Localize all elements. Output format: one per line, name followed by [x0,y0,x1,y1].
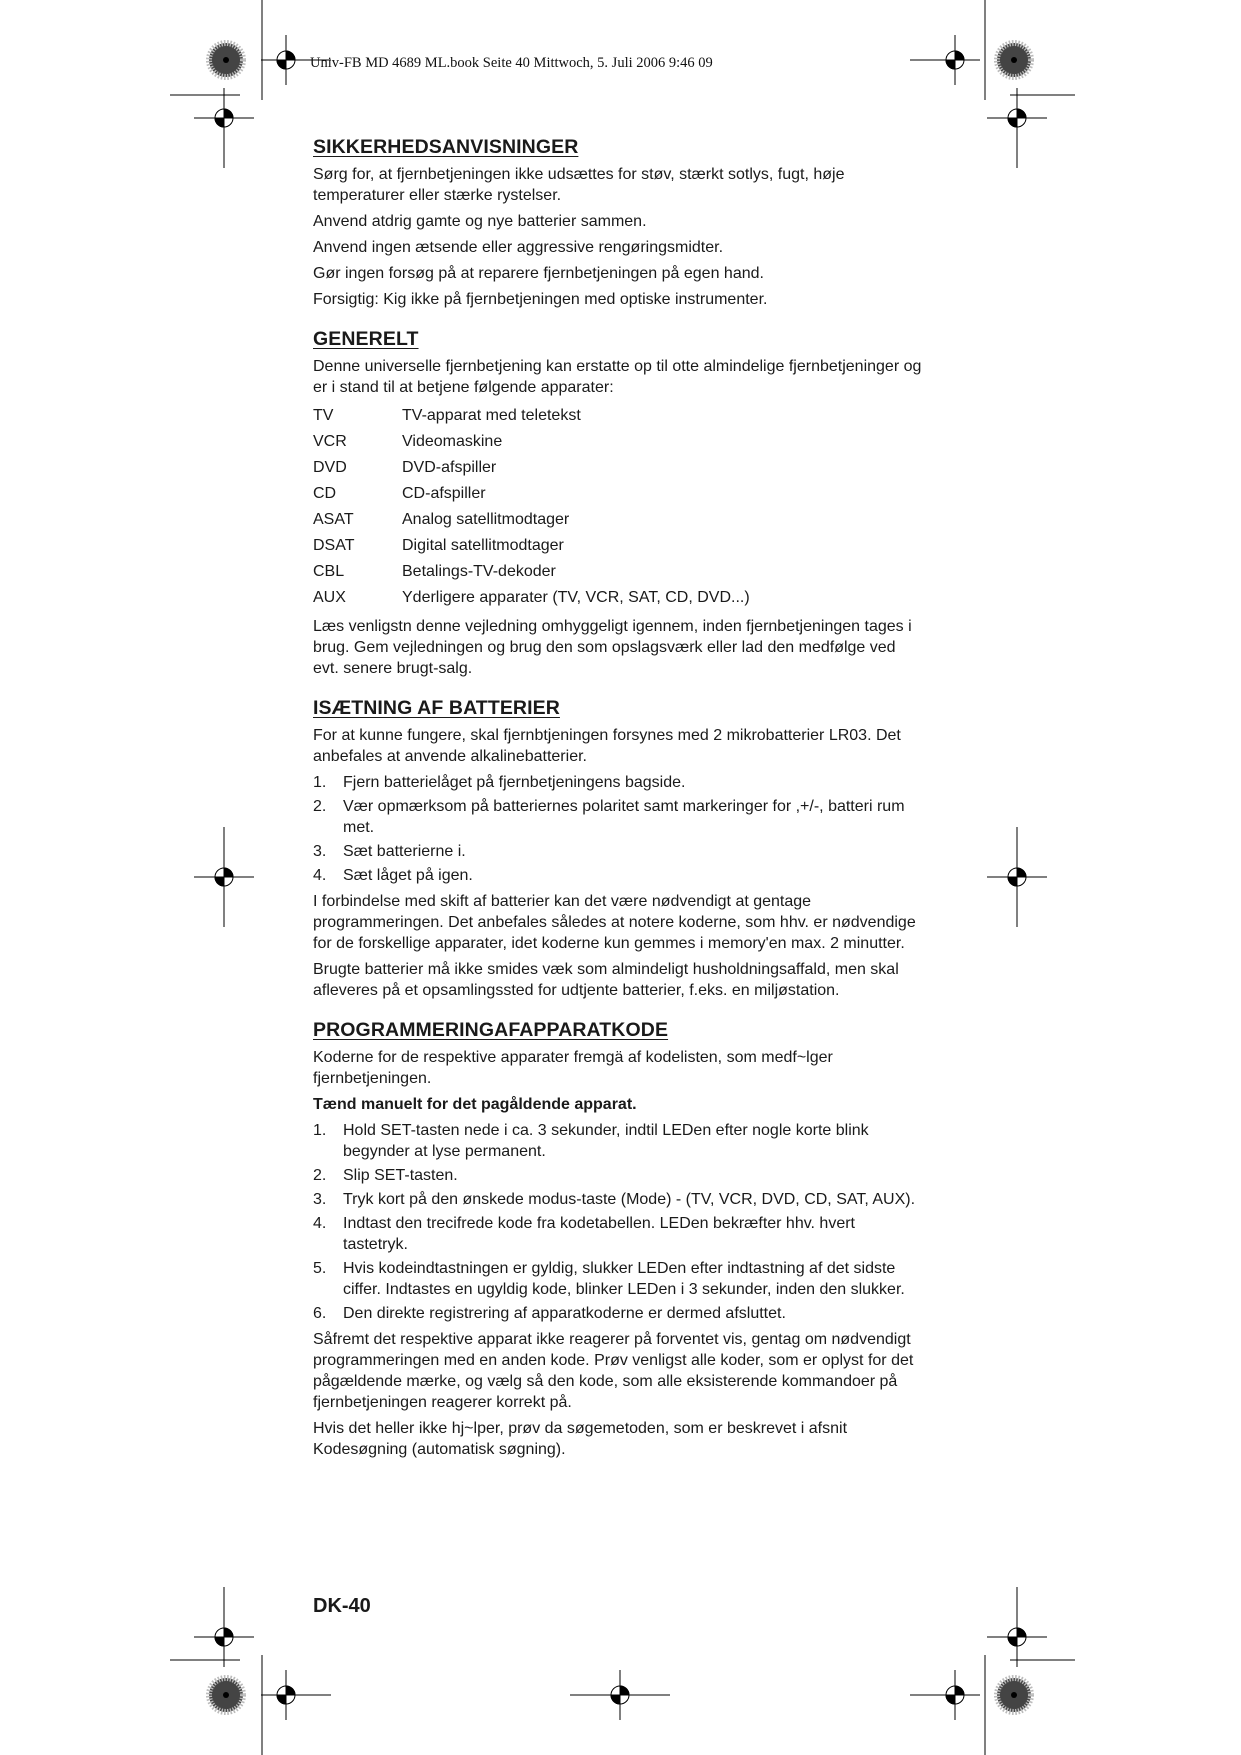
list-item [313,796,923,838]
device-code: TV [313,407,334,424]
paragraph: Anvend atdrig gamte og nye batterier sammen. [313,213,647,230]
step-number: 3. [313,843,327,860]
device-desc: Digital satellitmodtager [402,537,564,554]
step-text: Den direkte registrering af apparatkoderne er dermed afsluttet. [343,1305,786,1322]
crosshair-icon [987,1587,1047,1667]
list-item [313,1258,923,1300]
paragraph: Brugte batterier må ikke smides væk som almindeligt husholdningsaffald, men skal afleveres på et opsamlingssted for udtjente batterier, f.eks. en miljøstation. [313,961,899,999]
bold-instruction: Tænd manuelt for det pagåldende apparat. [313,1096,637,1113]
paragraph: For at kunne fungere, skal fjernbtjeningen forsynes med 2 mikrobatterier LR03. Det anbefales at anvende alkalinebatterier. [313,727,901,765]
list-item [313,1189,923,1210]
step-number: 5. [313,1260,327,1277]
section-heading: ISÆTNING AF BATTERIER [313,697,560,719]
step-text: Indtast den trecifrede kode fra kodetabellen. LEDen bekræfter hhv. hvert tastetryk. [343,1215,855,1253]
device-desc: DVD-afspiller [402,459,497,476]
paragraph: Læs venligstn denne vejledning omhyggeligt igennem, inden fjernbetjeningen tages i brug. Gem vejledningen og brug den som opslagsværk eller lad den medfølge ved evt. senere brugt-salg. [313,618,912,677]
device-code: ASAT [313,511,354,528]
crosshair-icon [910,1670,980,1720]
device-row [313,533,923,559]
crosshair-icon [194,827,254,927]
device-table [313,403,923,611]
section-safety [313,135,923,310]
crosshair-icon [987,88,1047,168]
paragraph: Koderne for de respektive apparater fremgä af kodelisten, som medf~lger fjernbetjeningen. [313,1049,833,1087]
list-item [313,1303,923,1324]
step-text: Sæt låget på igen. [343,867,473,884]
paragraph: Forsigtig: Kig ikke på fjernbetjeningen med optiske instrumenter. [313,291,768,308]
list-item [313,865,923,886]
crosshair-icon [910,35,980,85]
section-programming [313,1018,923,1460]
device-desc: Yderligere apparater (TV, VCR, SAT, CD, DVD...) [402,589,750,606]
list-item [313,841,923,862]
step-number: 1. [313,1122,327,1139]
device-row [313,559,923,585]
step-number: 2. [313,798,327,815]
step-number: 2. [313,1167,327,1184]
document-body [313,135,923,1477]
device-code: DVD [313,459,347,476]
section-heading: PROGRAMMERINGAFAPPARATKODE [313,1019,669,1041]
paragraph: Denne universelle fjernbetjening kan erstatte op til otte almindelige fjernbetjeninger og er i stand til at betjene følgende apparater: [313,358,922,396]
crosshair-icon [194,88,254,168]
step-text: Hold SET-tasten nede i ca. 3 sekunder, indtil LEDen efter nogle korte blink begynder at lyse permanent. [343,1122,869,1160]
step-text: Slip SET-tasten. [343,1167,458,1184]
paragraph: Hvis det heller ikke hj~lper, prøv da søgemetoden, som er beskrevet i afsnit Kodesøgning (automatisk søgning). [313,1420,848,1458]
device-desc: Betalings-TV-dekoder [402,563,556,580]
device-code: DSAT [313,537,355,554]
device-desc: Videomaskine [402,433,503,450]
step-list [313,772,923,886]
section-general [313,327,923,679]
list-item [313,1120,923,1162]
section-heading: SIKKERHEDSANVISNINGER [313,136,579,158]
device-row [313,429,923,455]
list-item [313,1213,923,1255]
crosshair-icon [987,827,1047,927]
device-row [313,481,923,507]
section-heading: GENERELT [313,328,419,350]
step-number: 1. [313,774,327,791]
paragraph: Anvend ingen ætsende eller aggressive rengøringsmidter. [313,239,724,256]
list-item [313,772,923,793]
step-number: 4. [313,1215,327,1232]
device-code: VCR [313,433,347,450]
step-number: 4. [313,867,327,884]
step-list [313,1120,923,1324]
device-code: CD [313,485,337,502]
starburst-icon [997,1678,1031,1712]
crosshair-icon [261,1670,331,1720]
device-row [313,585,923,611]
crosshair-icon [194,1587,254,1667]
device-desc: TV-apparat med teletekst [402,407,581,424]
print-header: Univ-FB MD 4689 ML.book Seite 40 Mittwoch, 5. Juli 2006 9:46 09 [310,55,713,71]
device-row [313,455,923,481]
step-number: 6. [313,1305,327,1322]
step-number: 3. [313,1191,327,1208]
section-batteries [313,696,923,1001]
step-text: Vær opmærksom på batteriernes polaritet samt markeringer for ,+/-, batteri rum met. [343,798,905,836]
paragraph: Såfremt det respektive apparat ikke reagerer på forventet vis, gentag om nødvendigt programmeringen med en anden kode. Prøv venligst alle koder, som er oplyst for det pågældende mærke, og vælg så den kode, som alle eksisterende kommandoer på fjernbetjeningen reagerer korrekt på. [313,1331,914,1411]
device-row [313,403,923,429]
device-desc: Analog satellitmodtager [402,511,570,528]
device-desc: CD-afspiller [402,485,486,502]
step-text: Tryk kort på den ønskede modus-taste (Mode) - (TV, VCR, DVD, CD, SAT, AUX). [343,1191,916,1208]
starburst-icon [209,1678,243,1712]
paragraph: I forbindelse med skift af batterier kan det være nødvendigt at gentage programmeringen. Det anbefales således at notere koderne, som hhv. er nødvendige for de forskellige apparater, idet koderne kun gemmes i memory'en max. 2 minutter. [313,893,916,952]
starburst-icon [997,43,1031,77]
paragraph: Sørg for, at fjernbetjeningen ikke udsættes for støv, stærkt sotlys, fugt, høje temperaturer eller stærke rystelser. [313,166,845,204]
list-item [313,1165,923,1186]
device-row [313,507,923,533]
starburst-icon [209,43,243,77]
device-code: CBL [313,563,345,580]
crosshair-icon [570,1670,670,1720]
page-number: DK-40 [313,1595,371,1617]
step-text: Fjern batterielåget på fjernbetjeningens bagside. [343,774,686,791]
paragraph: Gør ingen forsøg på at reparere fjernbetjeningen på egen hand. [313,265,764,282]
device-code: AUX [313,589,346,606]
step-text: Hvis kodeindtastningen er gyldig, slukker LEDen efter indtastning af det sidste ciffer. Indtastes en ugyldig kode, blinker LEDen i 3 sekunder, inden den slukker. [343,1260,905,1298]
step-text: Sæt batterierne i. [343,843,466,860]
